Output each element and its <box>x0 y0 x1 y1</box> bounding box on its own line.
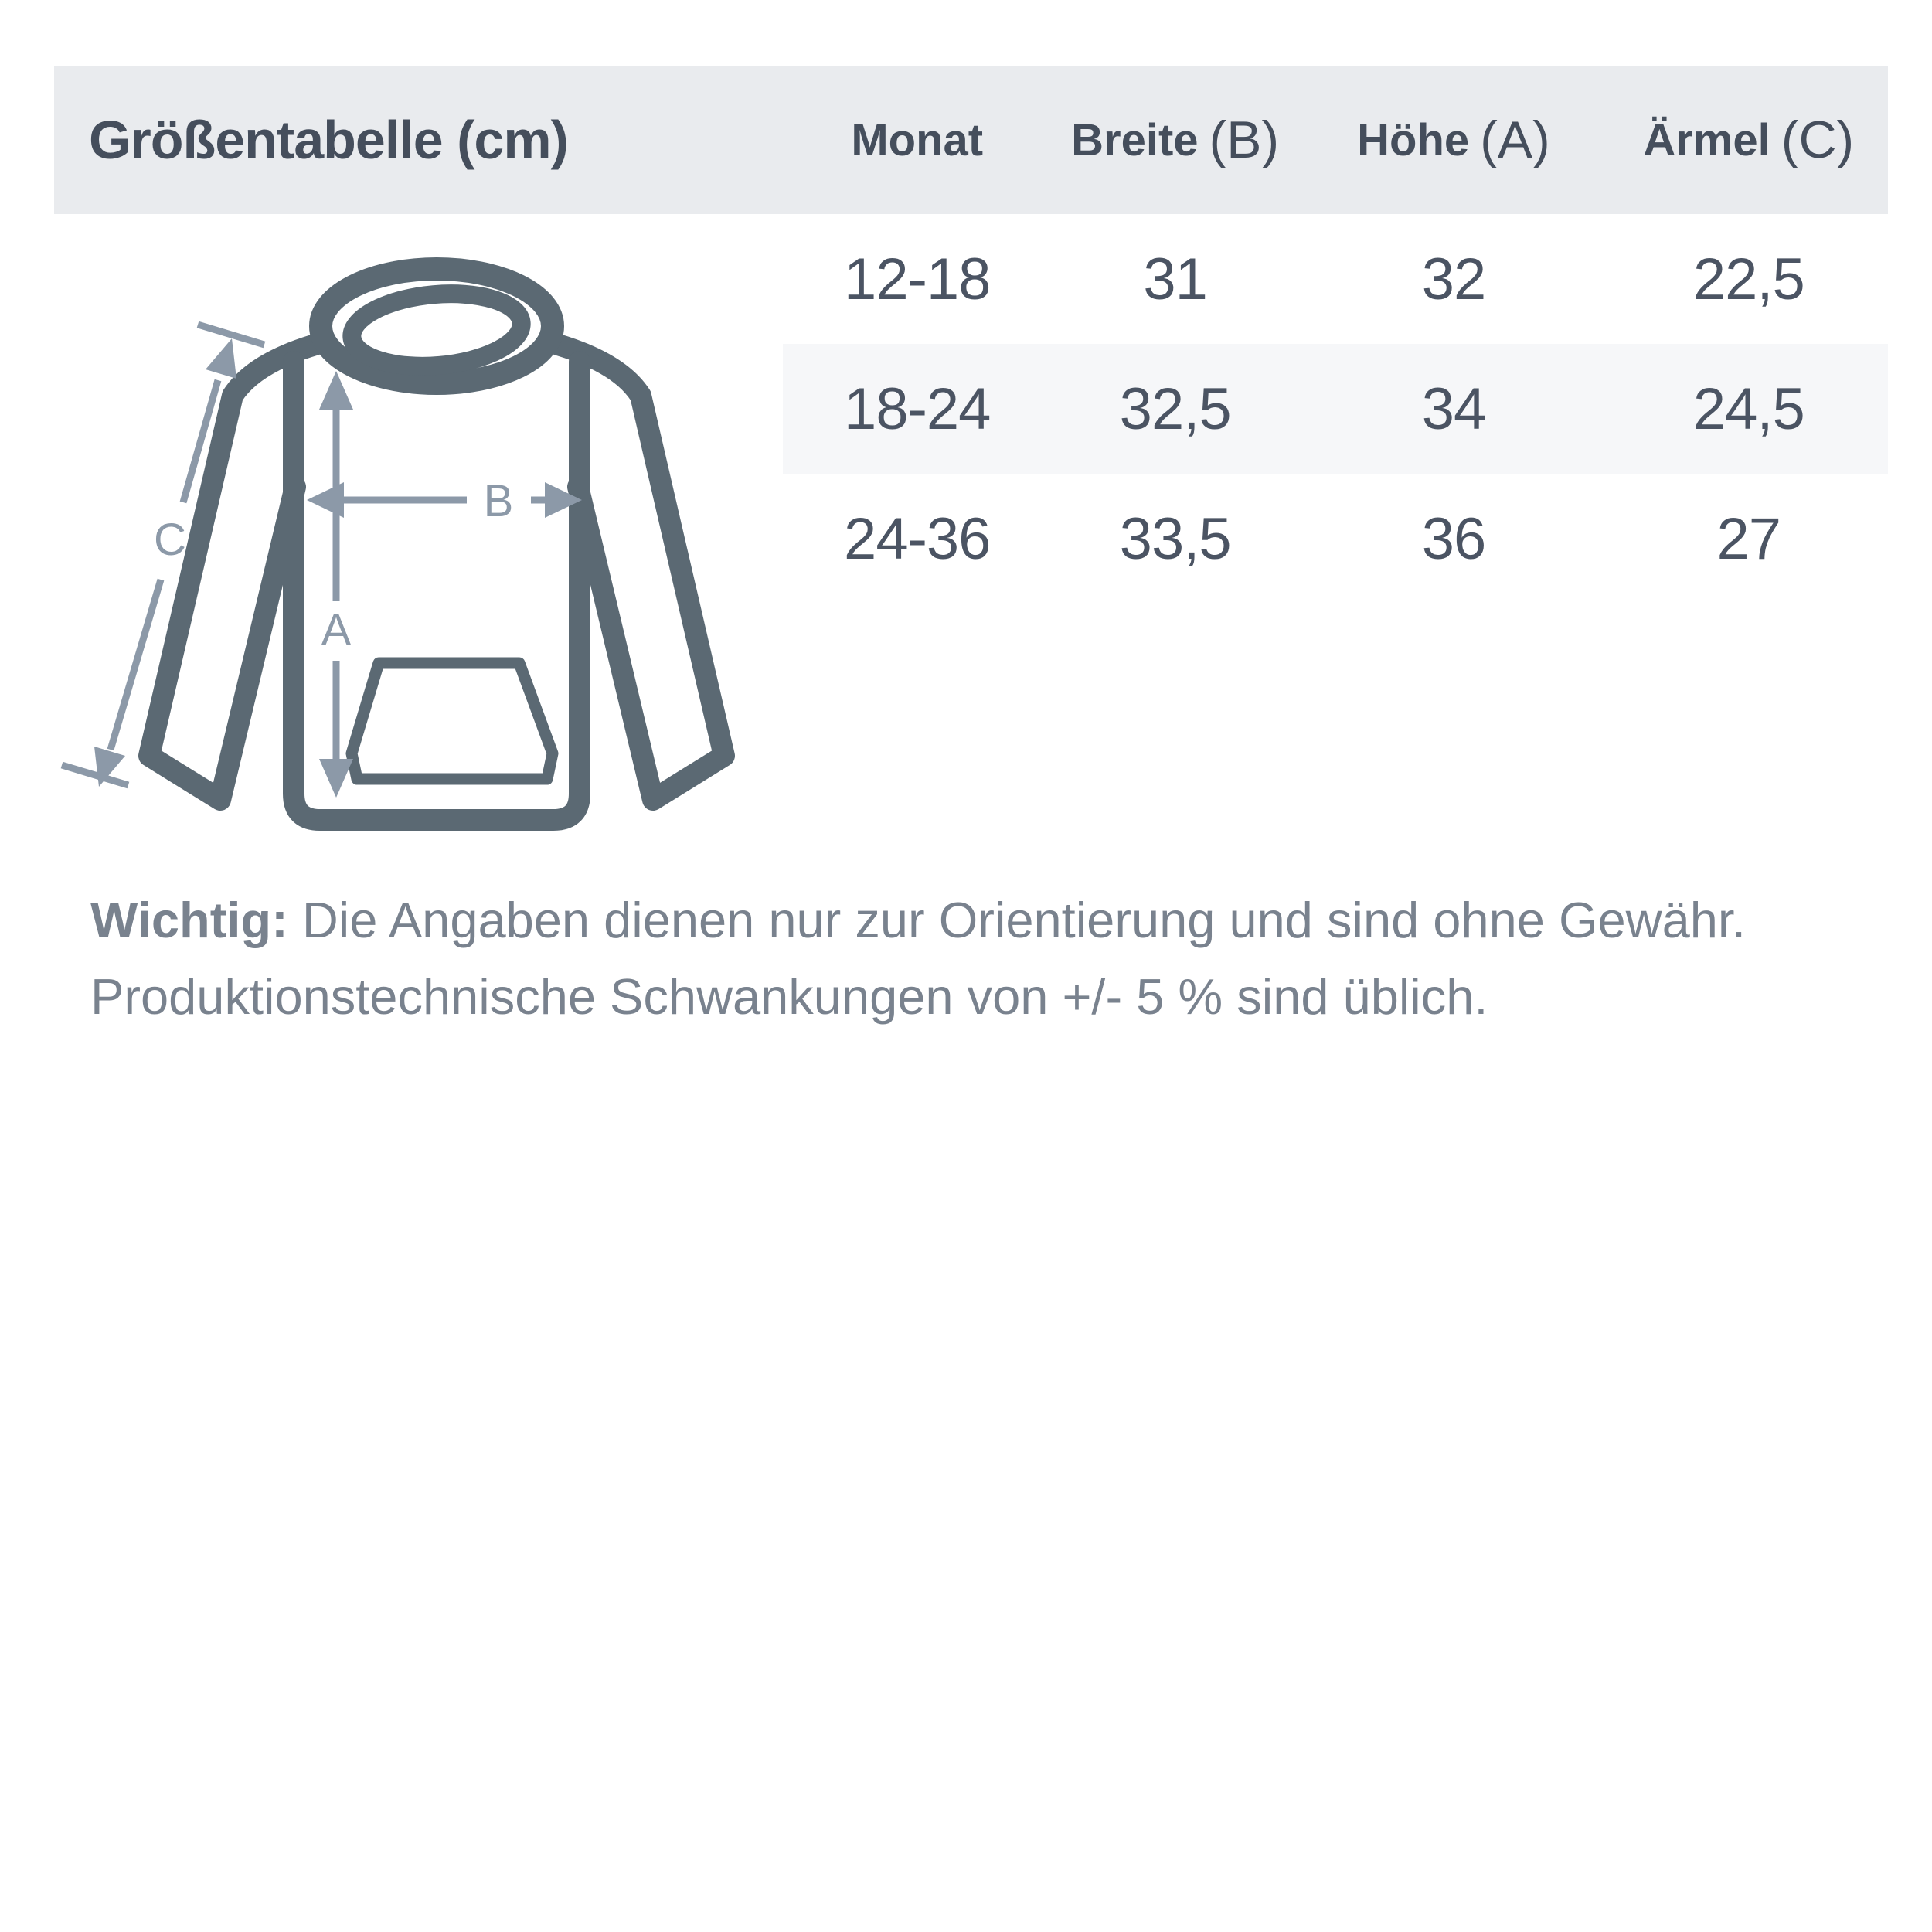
arrow-up-right-icon <box>206 338 236 379</box>
hoodie-measurement-diagram <box>46 255 781 858</box>
cell-hoehe: 36 <box>1421 505 1486 572</box>
dim-c-tick-bottom <box>62 765 128 785</box>
cell-aermel: 24,5 <box>1692 376 1804 442</box>
size-table-body <box>783 214 1888 604</box>
note-line2: Produktionstechnische Schwankungen von +/- 5 % sind üblich. <box>90 968 1488 1025</box>
table-row <box>783 474 1888 604</box>
hoodie-hood-opening <box>349 287 524 373</box>
hoodie-diagram-svg <box>46 255 781 858</box>
cell-monat: 24-36 <box>844 505 991 572</box>
disclaimer-note <box>90 883 1868 1036</box>
table-row <box>783 214 1888 344</box>
dim-label-b: B <box>483 476 514 526</box>
column-label: Ärmel <box>1643 114 1770 165</box>
page-title: Größentabelle (cm) <box>89 110 568 170</box>
arrow-up-icon <box>319 371 353 410</box>
column-label: Breite <box>1071 114 1199 165</box>
size-chart-header <box>54 66 1888 214</box>
cell-hoehe: 34 <box>1421 376 1486 442</box>
hoodie-pocket <box>352 663 553 779</box>
arrow-left-icon <box>307 482 344 518</box>
column-code: (C) <box>1781 111 1855 169</box>
arrow-down-icon <box>319 759 353 798</box>
cell-aermel: 22,5 <box>1692 246 1804 312</box>
dim-label-c: C <box>154 515 186 565</box>
column-header-aermel <box>1608 66 1889 214</box>
cell-hoehe: 32 <box>1421 246 1486 312</box>
column-header-hoehe <box>1299 66 1608 214</box>
cell-aermel: 27 <box>1716 505 1781 572</box>
column-code: (B) <box>1209 111 1280 169</box>
column-header-monat <box>783 66 1051 214</box>
cell-monat: 18-24 <box>844 376 991 442</box>
cell-monat: 12-18 <box>844 246 991 312</box>
cell-breite: 33,5 <box>1119 505 1231 572</box>
dim-label-a: A <box>321 605 352 655</box>
column-header-breite <box>1051 66 1298 214</box>
table-row <box>783 344 1888 474</box>
note-line1: Die Angaben dienen nur zur Orientierung und sind ohne Gewähr. <box>301 892 1747 948</box>
column-headers <box>783 66 1888 214</box>
column-label: Höhe <box>1357 114 1470 165</box>
note-lead: Wichtig: <box>90 892 288 948</box>
cell-breite: 32,5 <box>1119 376 1231 442</box>
column-code: (A) <box>1480 111 1550 169</box>
cell-breite: 31 <box>1143 246 1207 312</box>
column-label: Monat <box>851 114 984 165</box>
